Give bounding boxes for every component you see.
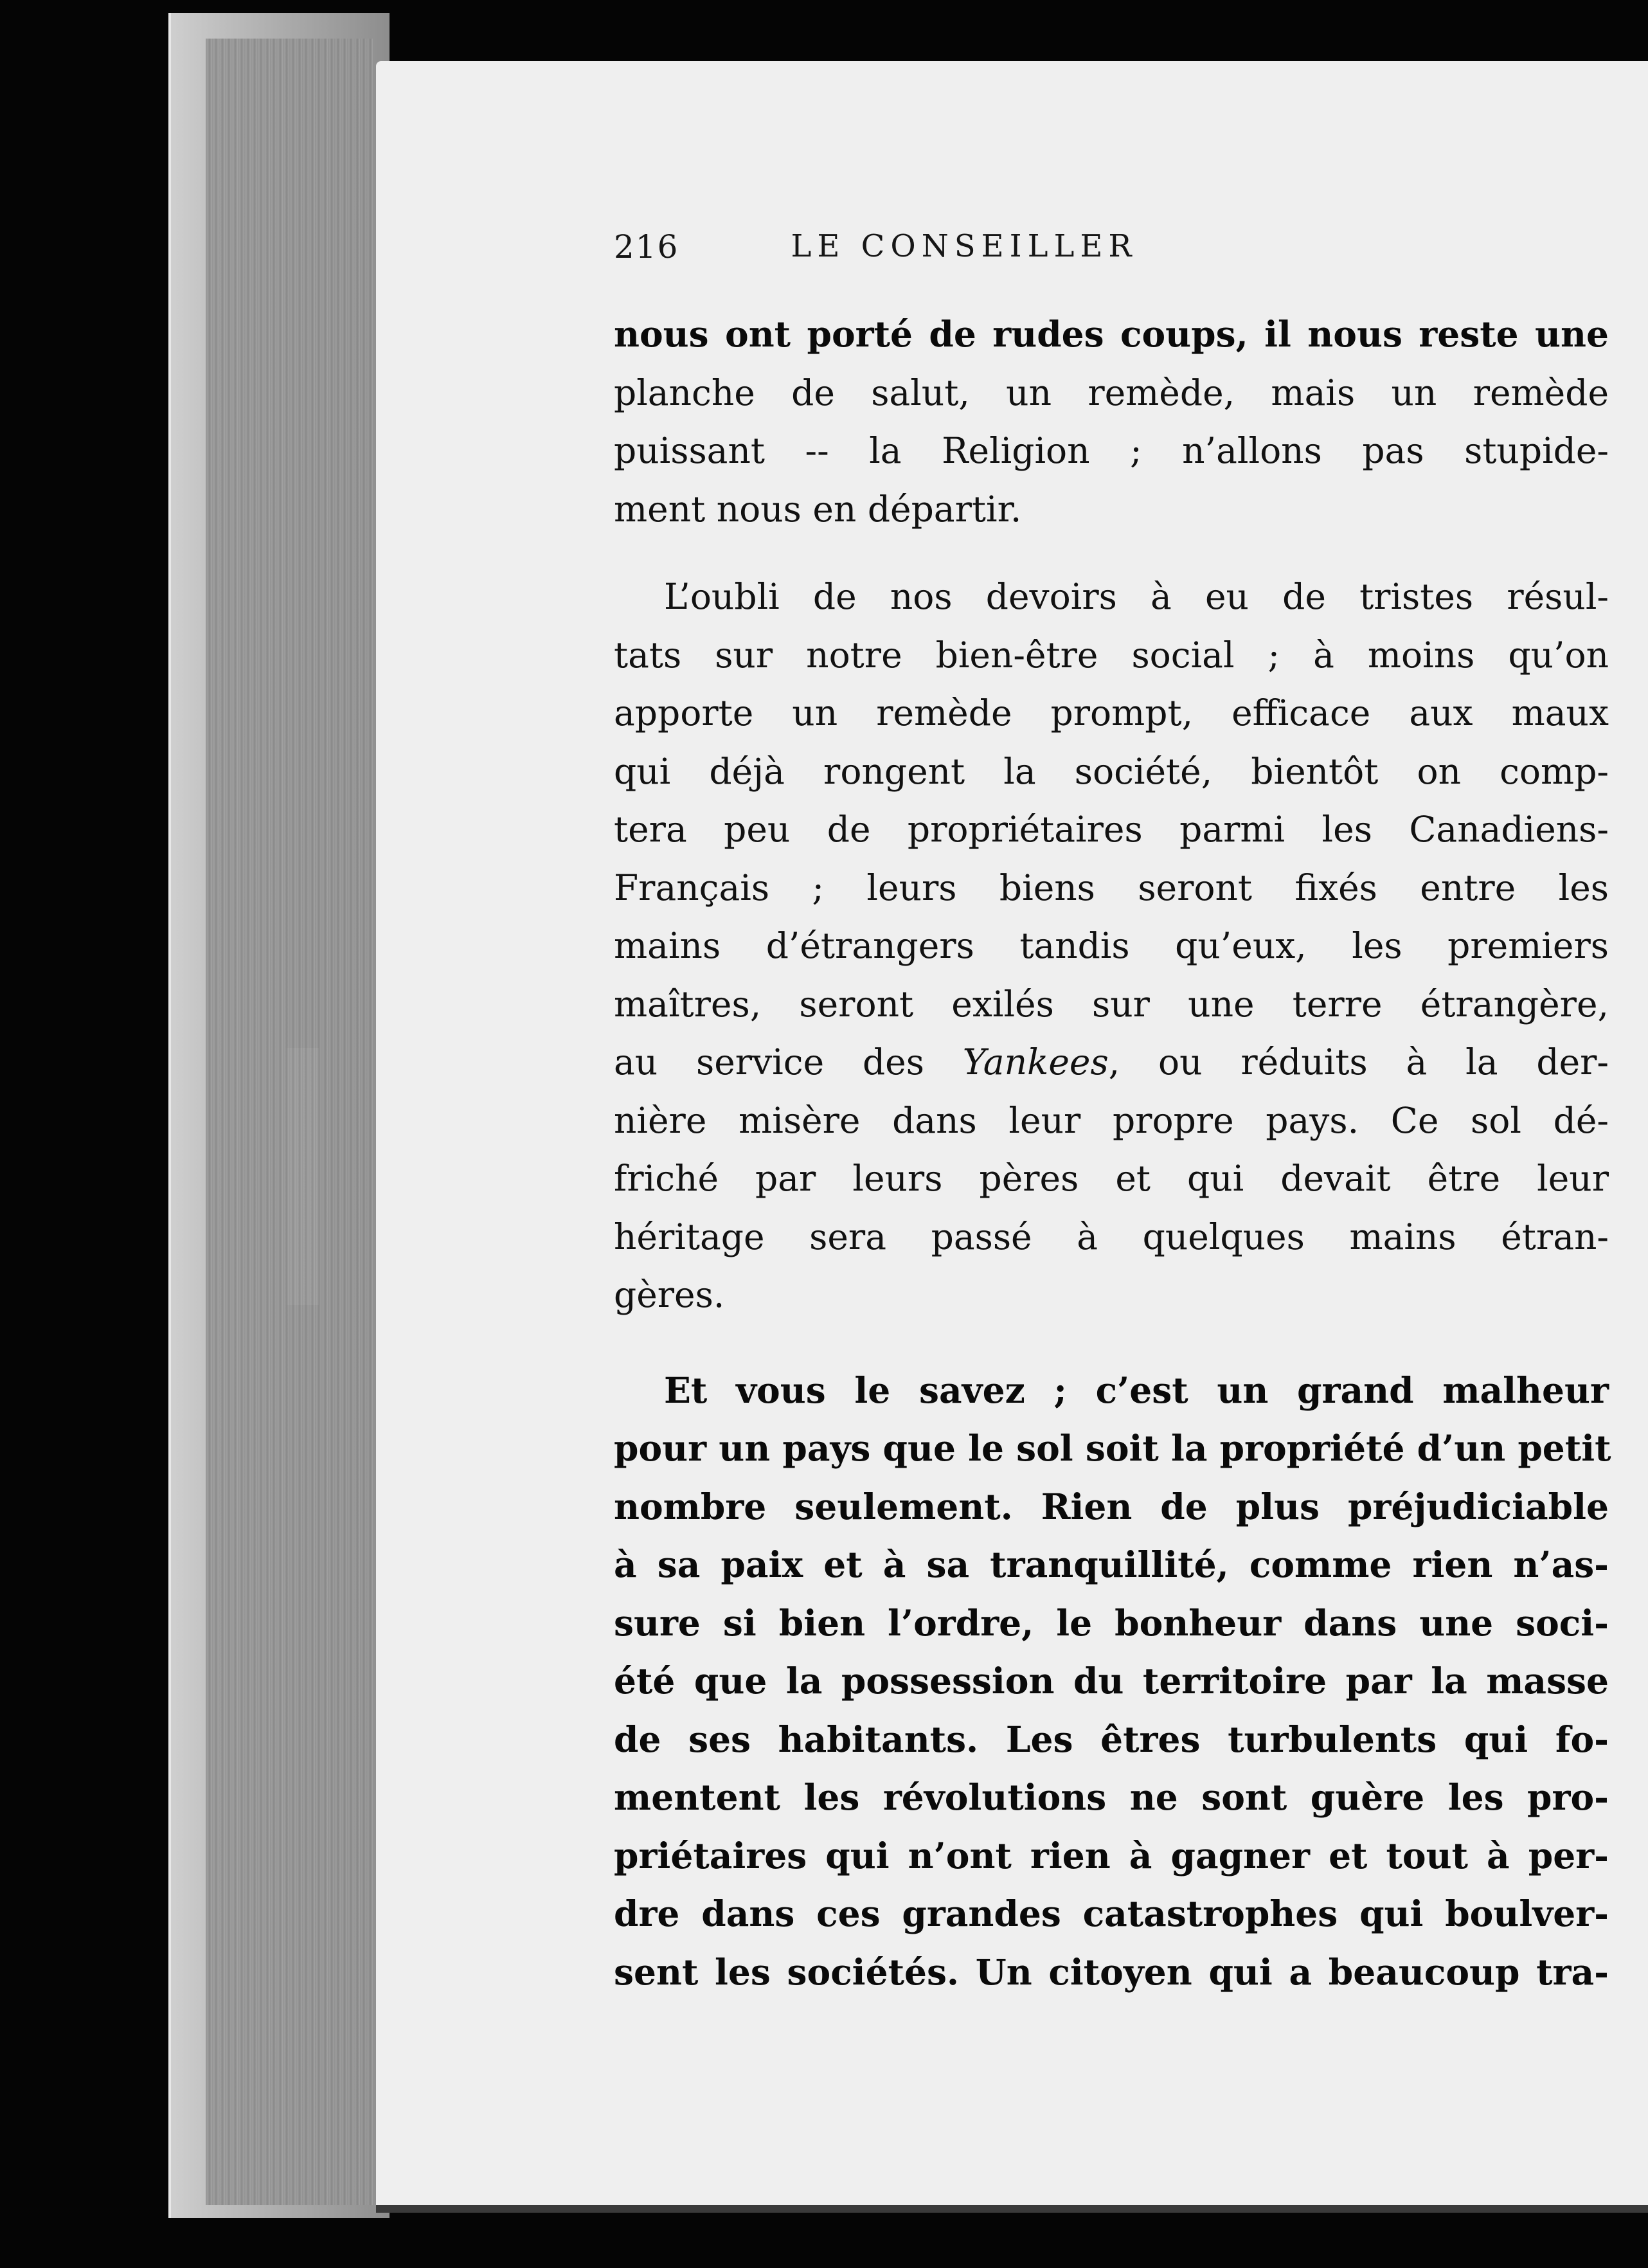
- text-line: Français ; leurs biens seront fixés entre les: [614, 867, 1609, 908]
- italic-word: Yankees: [962, 1041, 1109, 1083]
- paragraph-3: [614, 1362, 1609, 2002]
- text-line: apporte un remède prompt, efficace aux maux: [614, 692, 1609, 734]
- text-line: puissant -- la Religion ; n’allons pas stupide-: [614, 430, 1609, 471]
- text-line: priétaires qui n’ont rien à gagner et tout à per-: [614, 1834, 1609, 1877]
- text-line: ment nous en départir.: [614, 488, 1022, 530]
- text-line: planche de salut, un remède, mais un remède: [614, 372, 1609, 413]
- text-segment: au service des: [614, 1041, 924, 1083]
- text-line: Et vous le savez ; c’est un grand malheur: [664, 1369, 1609, 1411]
- text-line: mentent les révolutions ne sont guère les pro-: [614, 1776, 1609, 1818]
- text-line: à sa paix et à sa tranquillité, comme rien n’as-: [614, 1544, 1609, 1585]
- paragraph-gap: [614, 1324, 1609, 1362]
- running-head: [614, 228, 1289, 273]
- running-title: LE CONSEILLER: [791, 228, 1138, 264]
- text-line: tera peu de propriétaires parmi les Canadiens-: [614, 809, 1609, 850]
- text-line: de ses habitants. Les êtres turbulents qui fo-: [614, 1718, 1609, 1760]
- text-line: nombre seulement. Rien de plus préjudiciable: [614, 1485, 1609, 1527]
- text-line: sure si bien l’ordre, le bonheur dans une soci-: [614, 1601, 1609, 1644]
- text-line: sent les sociétés. Un citoyen qui a beaucoup tra-: [614, 1950, 1609, 1993]
- text-line: pour un pays que le sol soit la propriété d’un petit: [614, 1427, 1611, 1469]
- text-segment: , ou réduits à la der-: [1108, 1041, 1609, 1083]
- text-line: tats sur notre bien-être social ; à moins qu’on: [614, 634, 1609, 676]
- text-line-with-italic: [614, 1033, 1609, 1092]
- text-line: maîtres, seront exilés sur une terre étrangère,: [614, 983, 1609, 1025]
- text-line: nière misère dans leur propre pays. Ce sol dé-: [614, 1099, 1609, 1141]
- page-number: 216: [614, 228, 679, 266]
- page-bottom-shadow: [376, 2205, 1648, 2213]
- text-line: gères.: [614, 1274, 725, 1315]
- paragraph-gap: [614, 538, 1609, 568]
- text-line: été que la possession du territoire par la masse: [614, 1660, 1609, 1702]
- paragraph-2: [614, 568, 1609, 1324]
- text-line: friché par leurs pères et qui devait être leur: [614, 1158, 1609, 1199]
- text-line: mains d’étrangers tandis qu’eux, les premiers: [614, 925, 1609, 966]
- text-line: L’oubli de nos devoirs à eu de tristes résul-: [664, 576, 1609, 617]
- text-line: dre dans ces grandes catastrophes qui boulver-: [614, 1893, 1609, 1934]
- book-page-edges-stack: [206, 39, 373, 2205]
- body-text: [614, 305, 1609, 2001]
- text-line: héritage sera passé à quelques mains étran-: [614, 1216, 1609, 1257]
- text-line: nous ont porté de rudes coups, il nous reste une: [614, 313, 1609, 355]
- text-line: qui déjà rongent la société, bientôt on comp-: [614, 750, 1609, 792]
- paragraph-1: [614, 305, 1609, 538]
